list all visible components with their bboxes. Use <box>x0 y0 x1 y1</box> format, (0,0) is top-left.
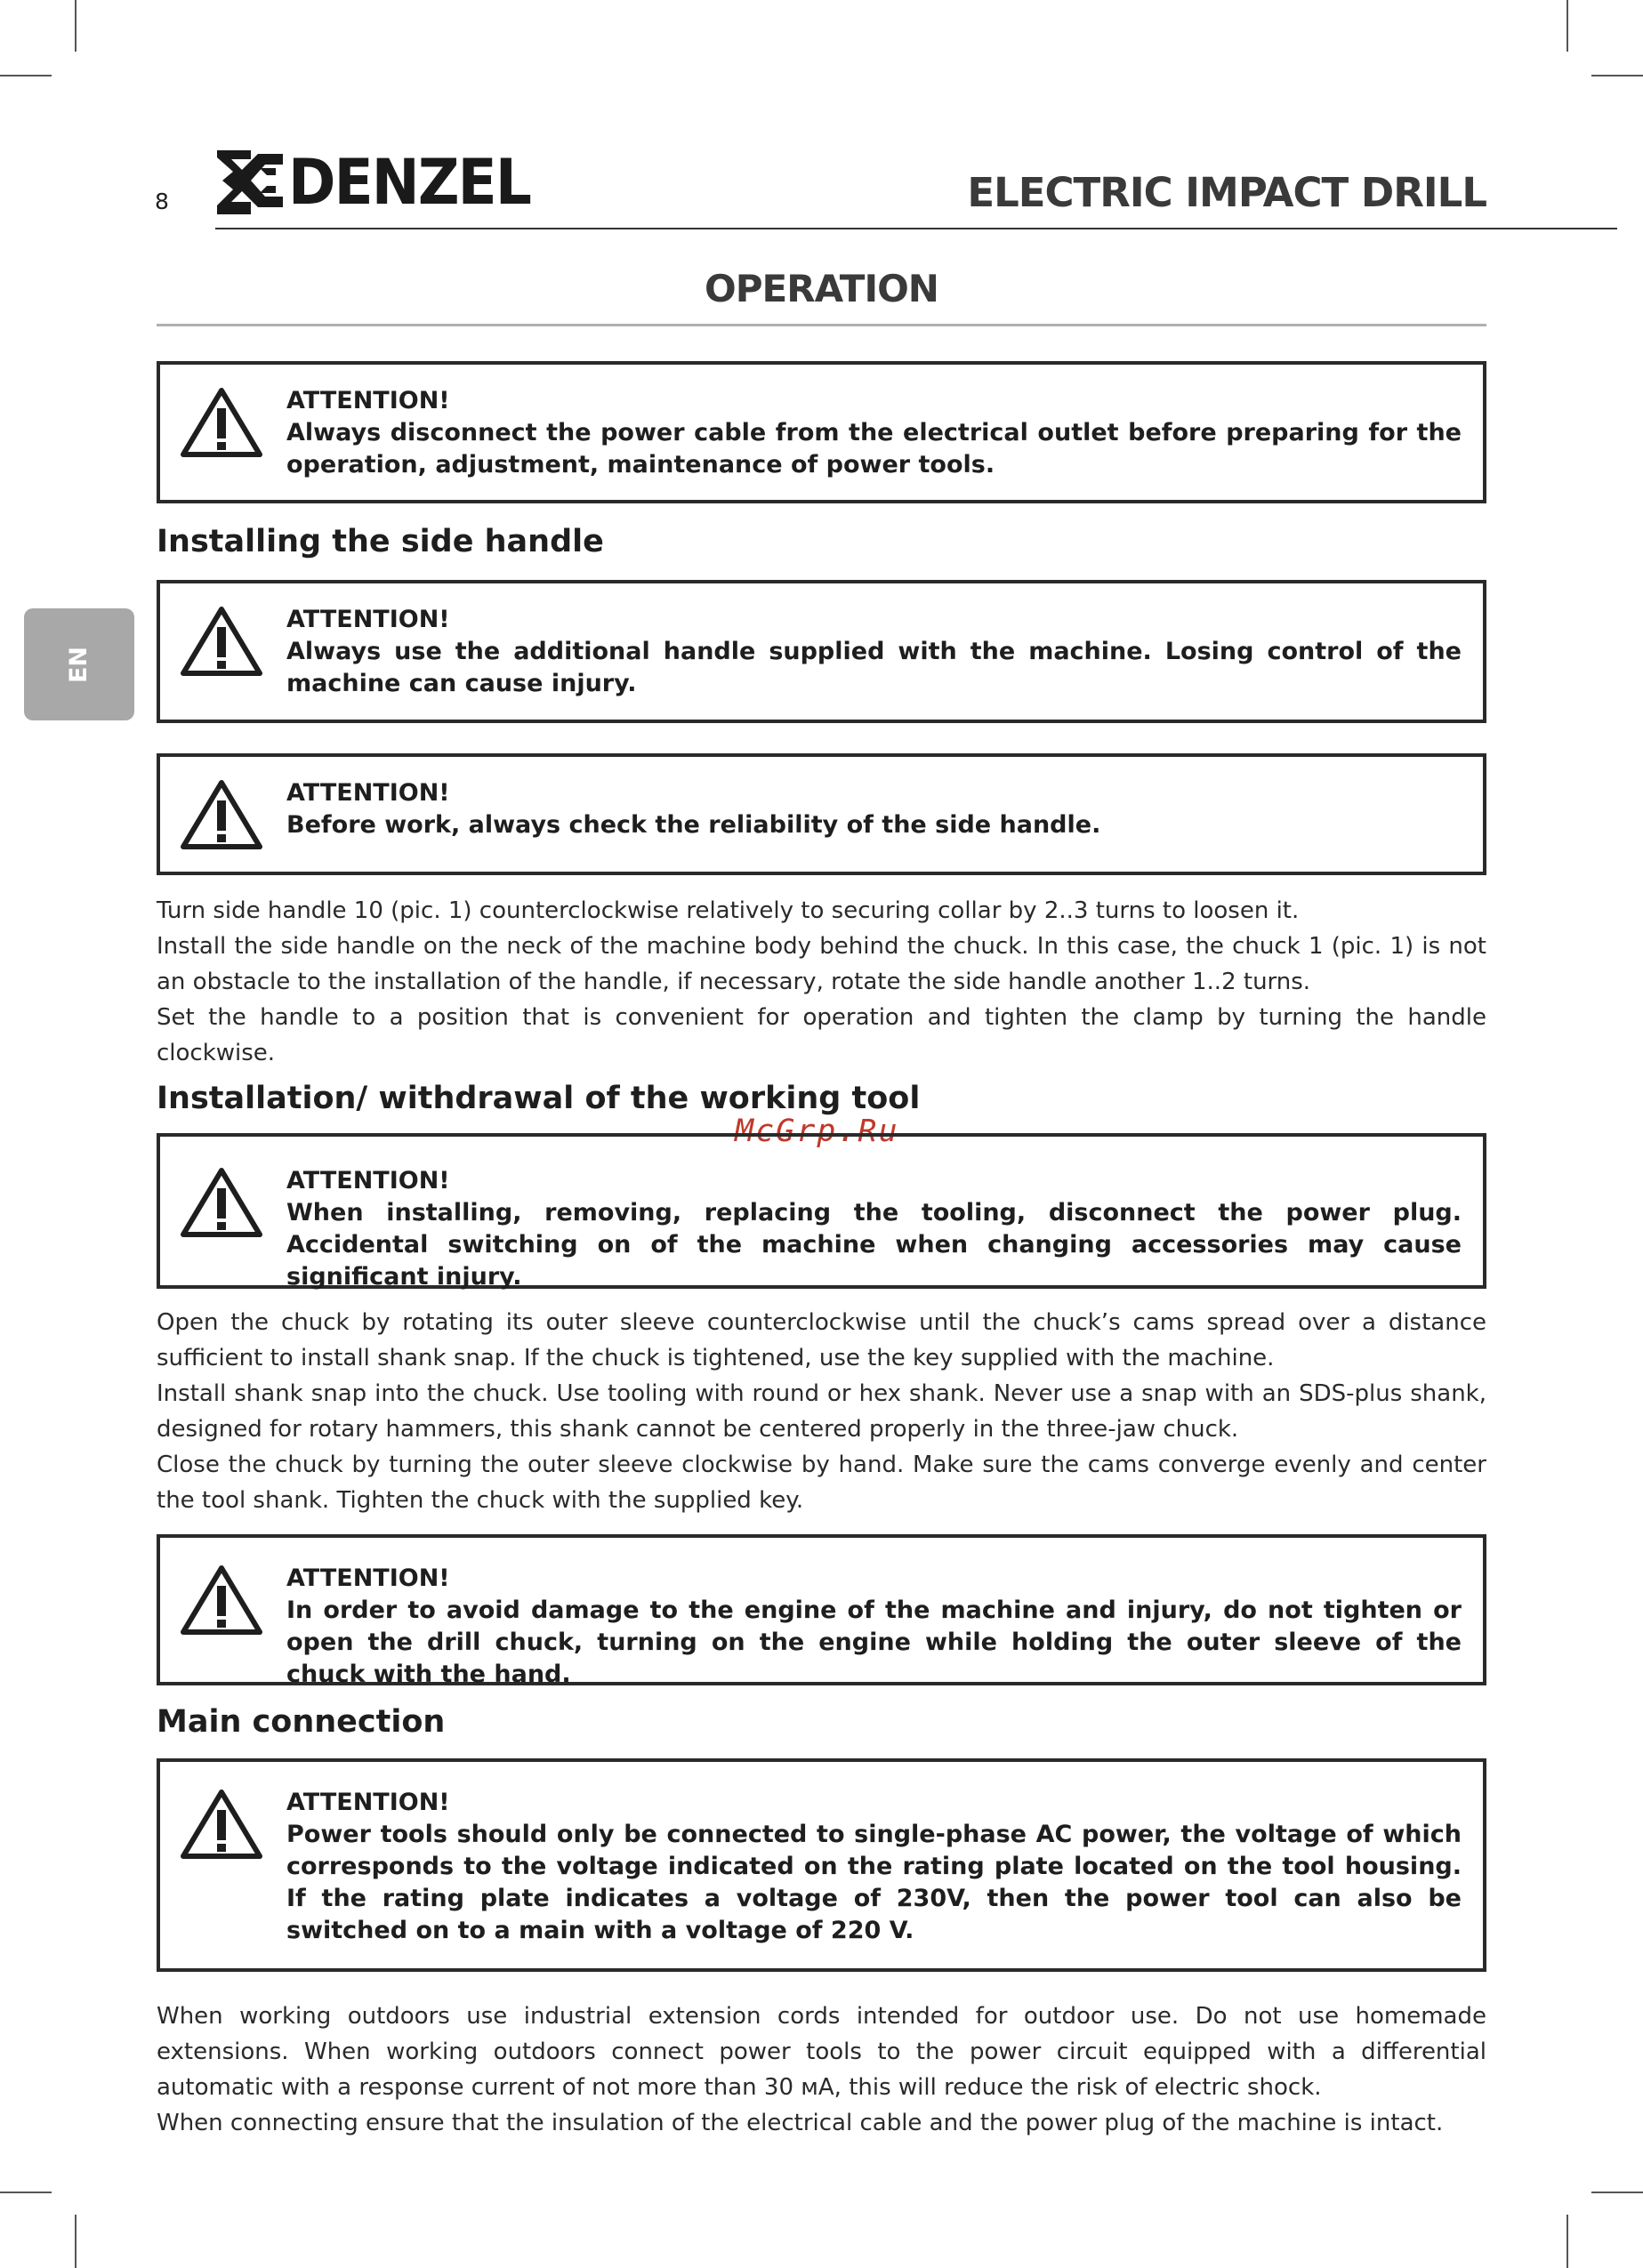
warning-triangle-icon <box>180 387 263 458</box>
crop-mark <box>0 75 52 76</box>
warning-box <box>157 1534 1486 1688</box>
warning-triangle-icon <box>180 1789 263 1860</box>
language-tab <box>24 608 134 720</box>
deer-emblem-icon <box>215 145 285 220</box>
paragraph: When working outdoors use industrial extension cords intended for outdoor use. Do not use homemade extensions. When working outdoors connect power tools to the power circuit equipped with a differential automatic with a response current of not more than 30 мА, this will reduce the risk of electric shock. <box>157 2003 1486 2101</box>
warning-box <box>157 1133 1486 1289</box>
warning-label: ATTENTION! <box>286 779 450 807</box>
warning-label: ATTENTION! <box>286 606 450 633</box>
crop-mark <box>75 2215 77 2268</box>
warning-triangle-icon <box>180 1564 263 1636</box>
paragraph: Install the side handle on the neck of the machine body behind the chuck. In this case, the chuck 1 (pic. 1) is not an obstacle to the installation of the handle, if necessary, rotate the side handle another 1..2 turns. <box>157 933 1486 995</box>
warning-text: Power tools should only be connected to single-phase AC power, the voltage of which corresponds to the voltage indicated on the rating plate located on the tool housing. If the rating plate indicates a voltage of 230V, then the power tool can also be switched on to a main with a voltage of 220 V. <box>286 1821 1462 1944</box>
crop-mark <box>1591 75 1643 76</box>
language-tab-label: EN <box>65 646 93 683</box>
working-tool-instructions <box>157 1305 1486 1518</box>
warning-label: ATTENTION! <box>286 1789 450 1816</box>
page-number: 8 <box>155 189 169 214</box>
warning-box <box>157 580 1486 723</box>
document-title: ELECTRIC IMPACT DRILL <box>967 169 1486 216</box>
section-divider <box>157 324 1486 326</box>
warning-text: In order to avoid damage to the engine of the machine and injury, do not tighten or open the drill chuck, turning on the engine while holding the outer sleeve of the chuck with the hand. <box>286 1596 1462 1688</box>
warning-triangle-icon <box>180 1167 263 1238</box>
heading-main-connection: Main connection <box>157 1704 446 1740</box>
paragraph: Install shank snap into the chuck. Use tooling with round or hex shank. Never use a snap with an SDS-plus shank, designed for rotary hammers, this shank cannot be centered properly in the three-jaw chuck. <box>157 1380 1486 1443</box>
warning-label: ATTENTION! <box>286 1167 450 1194</box>
crop-mark <box>75 0 77 52</box>
warning-box <box>157 753 1486 875</box>
warning-label: ATTENTION! <box>286 1564 450 1592</box>
main-connection-instructions <box>157 1999 1486 2141</box>
paragraph: Close the chuck by turning the outer sleeve clockwise by hand. Make sure the cams converge evenly and center the tool shank. Tighten the chuck with the supplied key. <box>157 1452 1486 1514</box>
page-content <box>157 361 1486 2141</box>
crop-mark <box>0 2192 52 2193</box>
heading-side-handle: Installing the side handle <box>157 524 604 559</box>
crop-mark <box>1566 0 1568 52</box>
warning-triangle-icon <box>180 779 263 850</box>
watermark: McGrp.Ru <box>735 1114 899 1149</box>
paragraph: When connecting ensure that the insulation of the electrical cable and the power plug of the machine is intact. <box>157 2110 1444 2136</box>
brand-name: DENZEL <box>288 146 531 219</box>
warning-box <box>157 1758 1486 1972</box>
warning-text: Before work, always check the reliability of the side handle. <box>286 811 1101 839</box>
paragraph: Open the chuck by rotating its outer sleeve counterclockwise until the chuck’s cams spread over a distance sufficient to install shank snap. If the chuck is tightened, use the key supplied with the machine. <box>157 1309 1486 1371</box>
warning-box <box>157 361 1486 503</box>
warning-label: ATTENTION! <box>286 387 450 414</box>
header-divider <box>215 228 1617 229</box>
paragraph: Set the handle to a position that is convenient for operation and tighten the clamp by turning the handle clockwise. <box>157 1004 1486 1066</box>
warning-text: Always use the additional handle supplied with the machine. Losing control of the machine can cause injury. <box>286 638 1462 697</box>
crop-mark <box>1566 2215 1568 2268</box>
paragraph: Turn side handle 10 (pic. 1) counterclockwise relatively to securing collar by 2..3 turns to loosen it. <box>157 897 1300 924</box>
warning-triangle-icon <box>180 606 263 677</box>
section-title: OPERATION <box>705 267 938 310</box>
warning-text: Always disconnect the power cable from the electrical outlet before preparing for the operation, adjustment, maintenance of power tools. <box>286 419 1462 479</box>
brand-logo <box>215 142 552 222</box>
heading-working-tool: Installation/ withdrawal of the working tool <box>157 1081 921 1116</box>
warning-text: When installing, removing, replacing the tooling, disconnect the power plug. Accidental switching on of the machine when changing accessories may cause significant injury. <box>286 1199 1462 1291</box>
crop-mark <box>1591 2192 1643 2193</box>
side-handle-instructions <box>157 893 1486 1071</box>
